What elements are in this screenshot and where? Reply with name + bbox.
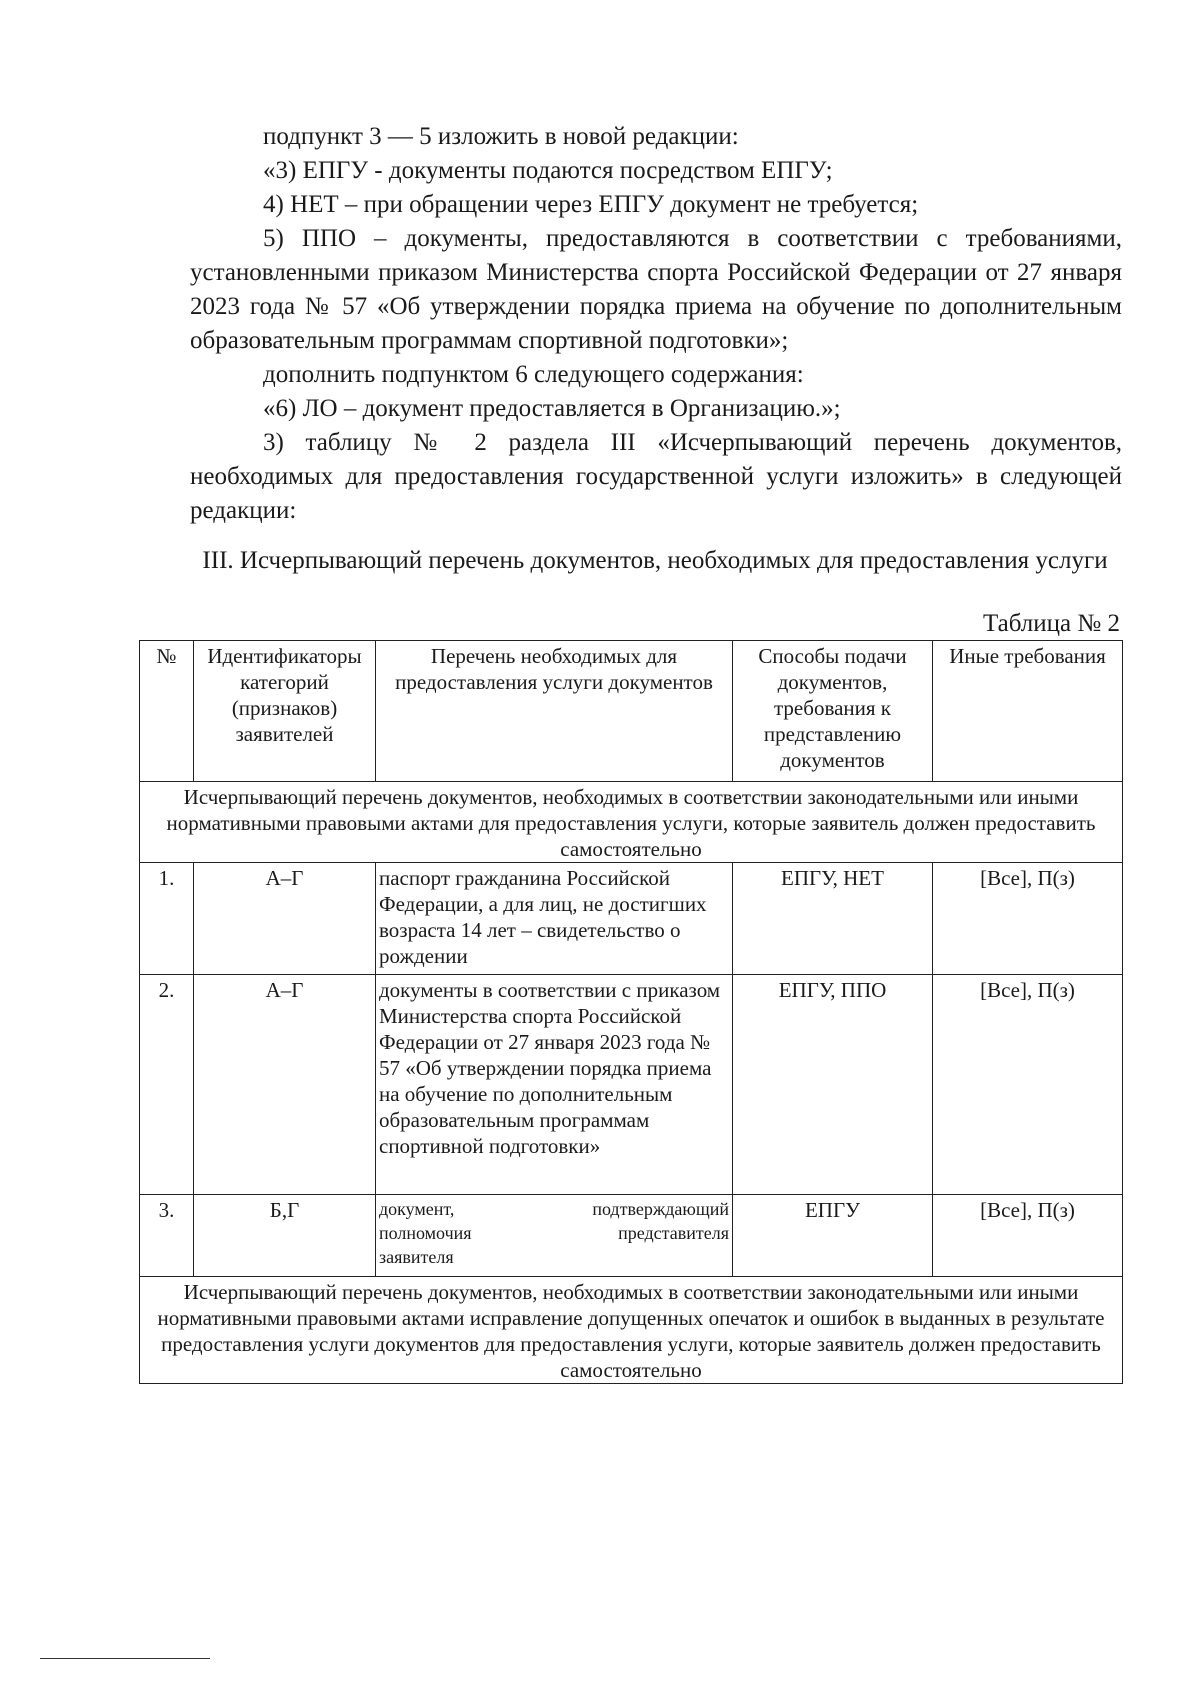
documents-table xyxy=(139,640,1123,1384)
cell-other: [Все], П(з) xyxy=(933,863,1123,975)
header-cell-other: Иные требования xyxy=(933,641,1123,782)
header-cell-docs: Перечень необходимых для предоставления услуги документов xyxy=(376,641,733,782)
cell-methods: ЕПГУ xyxy=(733,1195,933,1277)
section-cell: Исчерпывающий перечень документов, необходимых в соответствии законодательными или иными нормативными правовыми актами для предоставления услуги, которые заявитель должен предоставить самостоятельно xyxy=(140,782,1123,863)
footnote-divider xyxy=(40,1658,210,1659)
table-row xyxy=(140,975,1123,1195)
section-cell: Исчерпывающий перечень документов, необходимых в соответствии законодательными или иными нормативными правовыми актами исправление допущенных опечаток и ошибок в выданных в результате предоставления услуги документов для предоставления услуги, которые заявитель должен предоставить самостоятельно xyxy=(140,1277,1123,1384)
cell-methods: ЕПГУ, НЕТ xyxy=(733,863,933,975)
table-row xyxy=(140,863,1123,975)
paragraph: подпункт 3 — 5 изложить в новой редакции: xyxy=(263,123,739,150)
paragraph: 5) ППО – документы, предоставляются в соответствии с требованиями, установленными приказом Министерства спорта Российской Федерации от 27 января 2023 года № 57 «Об утверждении порядка приема на обучение по дополнительным образовательным программам спортивной подготовки»; xyxy=(190,225,1122,354)
cell-methods: ЕПГУ, ППО xyxy=(733,975,933,1195)
cell-docs: документы в соответствии с приказом Министерства спорта Российской Федерации от 27 января 2023 года № 57 «Об утверждении порядка приема на обучение по дополнительным образовательным программам спортивной подготовки» xyxy=(376,975,733,1195)
cell-other: [Все], П(з) xyxy=(933,1195,1123,1277)
cell-docs-line xyxy=(379,1221,729,1245)
cell-ids: А–Г xyxy=(194,863,376,975)
header-cell-no: № xyxy=(140,641,194,782)
cell-no: 3. xyxy=(140,1195,194,1277)
cell-docs-line: заявителя xyxy=(379,1247,454,1267)
cell-docs-word: подтверждающий xyxy=(592,1199,729,1219)
section-row xyxy=(140,1277,1123,1384)
cell-docs-line xyxy=(379,1197,729,1221)
cell-ids: Б,Г xyxy=(194,1195,376,1277)
paragraph: 3) таблицу № 2 раздела III «Исчерпывающий перечень документов, необходимых для предоставления государственной услуги изложить» в следующей редакции: xyxy=(190,429,1122,524)
paragraph: «3) ЕПГУ - документы подаются посредством ЕПГУ; xyxy=(263,157,833,184)
table-caption: Таблица № 2 xyxy=(982,610,1120,637)
cell-other: [Все], П(з) xyxy=(933,975,1123,1195)
cell-docs-word: документ, xyxy=(379,1199,455,1219)
section-heading: III. Исчерпывающий перечень документов, необходимых для предоставления услуги xyxy=(202,547,1108,574)
section-row xyxy=(140,782,1123,863)
header-cell-ids: Идентификаторы категорий (признаков) заявителей xyxy=(194,641,376,782)
body-text xyxy=(190,120,1122,528)
cell-docs: паспорт гражданина Российской Федерации, а для лиц, не достигших возраста 14 лет – свидетельство о рождении xyxy=(376,863,733,975)
paragraph: 4) НЕТ – при обращении через ЕПГУ документ не требуется; xyxy=(263,191,919,218)
cell-docs-word: представителя xyxy=(618,1223,729,1243)
cell-ids: А–Г xyxy=(194,975,376,1195)
cell-docs-word: полномочия xyxy=(379,1223,472,1243)
table-row xyxy=(140,1195,1123,1277)
paragraph: дополнить подпунктом 6 следующего содержания: xyxy=(263,361,804,388)
cell-docs xyxy=(376,1195,733,1277)
header-cell-methods: Способы подачи документов, требования к представлению документов xyxy=(733,641,933,782)
paragraph: «6) ЛО – документ предоставляется в Организацию.»; xyxy=(263,395,841,422)
cell-no: 1. xyxy=(140,863,194,975)
cell-no: 2. xyxy=(140,975,194,1195)
table-header-row xyxy=(140,641,1123,782)
